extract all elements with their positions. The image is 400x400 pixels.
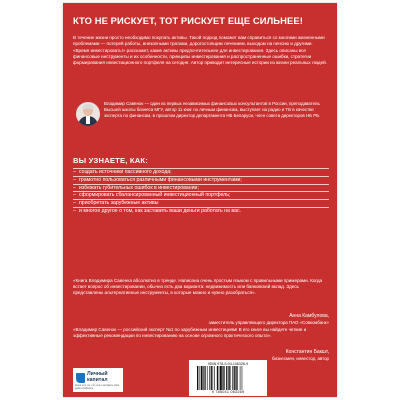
barcode-panel bbox=[189, 360, 267, 396]
list-item: – грамотно пользоваться различными финансовыми инструментами; bbox=[73, 176, 329, 184]
list-item: – и многое другое о том, как заставить ваши деньги работать на вас. bbox=[73, 207, 329, 215]
reviewer-2-role: бизнесмен, инвестор, автор bbox=[272, 356, 329, 361]
barcode-bar bbox=[213, 366, 214, 390]
headline: КТО НЕ РИСКУЕТ, ТОТ РИСКУЕТ ЕЩЕ СИЛЬНЕЕ! bbox=[73, 15, 303, 26]
list-item: – создать источники пассивного дохода; bbox=[73, 168, 329, 176]
publisher-mark-icon bbox=[76, 373, 85, 383]
barcode-icon bbox=[197, 366, 259, 390]
benefits-list bbox=[73, 168, 329, 215]
barcode-bar bbox=[242, 366, 243, 390]
barcode-bar bbox=[197, 366, 198, 390]
publisher-name: Личный капитал bbox=[87, 371, 108, 383]
barcode-bar bbox=[229, 366, 230, 390]
isbn: ISBN 978-5-04-106326-9 bbox=[207, 361, 249, 366]
barcode-bar bbox=[234, 366, 235, 390]
barcode-bar bbox=[240, 366, 241, 390]
list-item: – приобретать зарубежные активы bbox=[73, 199, 329, 207]
barcode-bar bbox=[207, 366, 208, 390]
barcode-bar bbox=[217, 366, 218, 390]
book-back-cover bbox=[63, 3, 337, 397]
barcode-bar bbox=[219, 366, 220, 390]
barcode-bar bbox=[235, 366, 236, 390]
review-quote-1: «Книга Владимира Савенка абсолютно в тренде. Написана очень простым языком с правильными примерами. Когда встает вопрос об инвестировании, обычно есть два варианта: недвижимость или банковский вклад. Здесь представлены альтернативные инструменты, в которые можно и нужно разобраться». bbox=[73, 278, 323, 296]
list-item: – избежать губительных ошибок в инвестировании; bbox=[73, 184, 329, 192]
barcode-bar bbox=[228, 366, 229, 390]
barcode-bar bbox=[232, 366, 233, 390]
author-photo bbox=[76, 102, 100, 126]
barcode-bar bbox=[201, 366, 203, 390]
reviewer-1-role: заместитель управляющего директора ПАО «Совкомбанк» bbox=[208, 320, 329, 325]
reviewer-1-name: Анна Камбулова, bbox=[289, 313, 329, 319]
barcode-bar bbox=[209, 366, 210, 390]
barcode-bar bbox=[199, 366, 200, 390]
list-heading: ВЫ УЗНАЕТЕ, КАК: bbox=[73, 156, 148, 165]
barcode-bar bbox=[214, 366, 215, 390]
author-bio: Владимир Савенок — один из первых независимых финансовых консультантов в России, преподаватель Высшей школы бизнеса МГУ, автор 11 книг по личным финансам, выступает на радио и ТВ в качестве эксперта по финансам, в прошлом директор департамента НБ Беларуси, член совета директоров НБ РБ. bbox=[104, 101, 321, 119]
intro-paragraph: В течение жизни просто необходимо покупать активы. Такой подход поможет вам справиться со многими жизненными проблемами — потерей работы, внезапными тратами, дорогостоящим лечением, выходом на пенсию и другими. «Время инвестировать!» расскажет, какие активы предпочтительнее для инвестирования. Здесь описаны все финансовые инструменты и их особенности, принципы инвестирования и распространенные ошибки, стратегии формирования инвестиционного портфеля на сегодня. Автор приводит интересные истории из жизни реальных людей. bbox=[73, 35, 327, 66]
barcode-bar bbox=[220, 366, 222, 390]
barcode-bar bbox=[224, 366, 225, 390]
review-quote-2: «Владимир Савенок — российский эксперт №1 по зарубежным инвестициям! В его книге вы найдете четкие и эффективные рекомендации по инвестированию на основе огромного практического опыта». bbox=[73, 327, 307, 339]
barcode-bar bbox=[203, 366, 204, 390]
list-item: – сформировать сбалансированный инвестиционный портфель; bbox=[73, 191, 329, 199]
barcode-bar bbox=[211, 366, 212, 390]
reviewer-2-name: Константин Бакшт, bbox=[285, 349, 329, 355]
barcode-bar bbox=[222, 366, 223, 390]
barcode-bar bbox=[226, 366, 227, 390]
barcode-bar bbox=[237, 366, 238, 390]
barcode-bar bbox=[204, 366, 205, 390]
publisher-tagline: Книги для тех, кто хочет заставить свои деньги работать bbox=[75, 384, 120, 390]
barcode-digits: 9 785041 063269 bbox=[211, 390, 245, 394]
publisher-logo bbox=[73, 368, 123, 392]
